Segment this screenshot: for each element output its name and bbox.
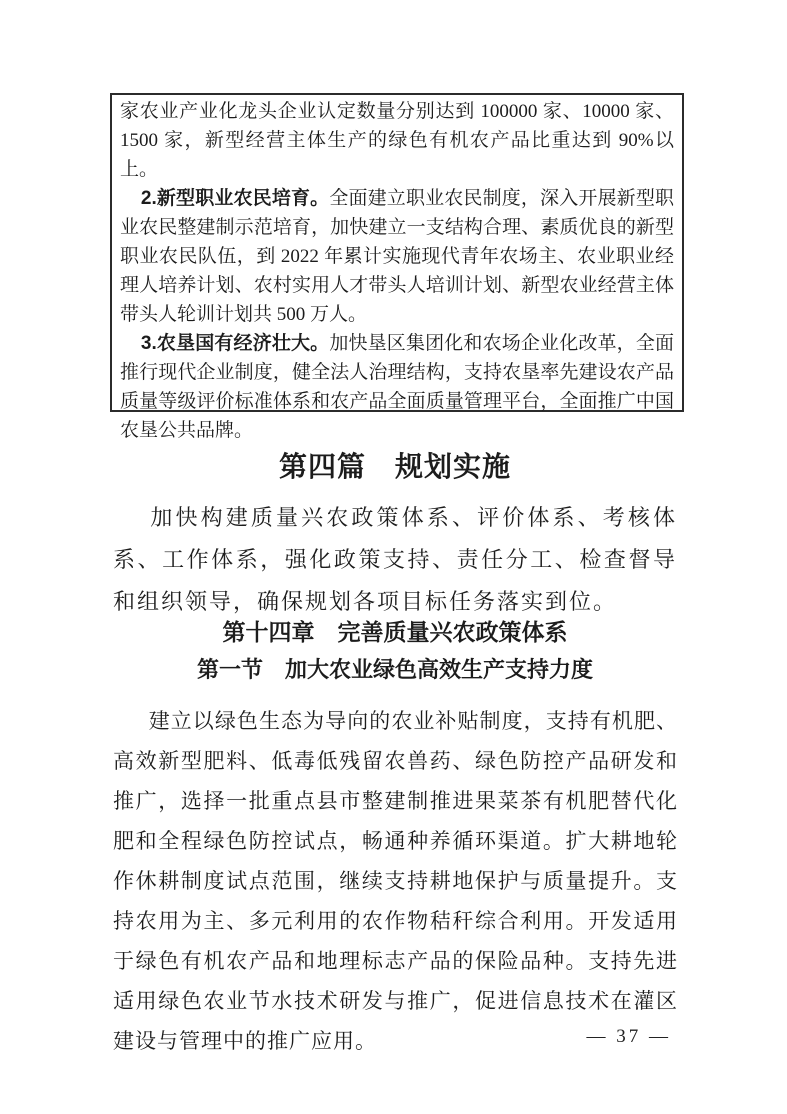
intro-paragraph: 加快构建质量兴农政策体系、评价体系、考核体系、工作体系，强化政策支持、责任分工、检查督导和组织领导，确保规划各项目标任务落实到位。 — [113, 505, 677, 614]
box-paragraph-2 — [120, 184, 674, 329]
chapter-title: 第十四章 完善质量兴农政策体系 — [222, 619, 568, 645]
box-paragraph-3-body: 加快垦区集团化和农场企业化改革，全面推行现代企业制度，健全法人治理结构，支持农垦率先建设农产品质量等级评价标准体系和农产品全面质量管理平台，全面推广中国农垦公共品牌。 — [120, 333, 674, 441]
page-number: — 37 — — [586, 1026, 671, 1047]
box-paragraph-2-lead: 2.新型职业农民培育。 — [140, 188, 330, 209]
box-paragraph-2-body: 全面建立职业农民制度，深入开展新型职业农民整建制示范培育，加快建立一支结构合理、素质优良的新型职业农民队伍，到 2022 年累计实施现代青年农场主、农业职业经理人培养计划、农村实用人才带头人培训计划、新型农业经营主体带头人轮训计划共 500 万人。 — [120, 188, 674, 325]
section-title: 第一节 加大农业绿色高效生产支持力度 — [196, 657, 593, 682]
box-paragraph-3-lead: 3.农垦国有经济壮大。 — [140, 333, 330, 354]
box-paragraph-3 — [120, 329, 674, 445]
box-paragraph-continuation: 家农业产业化龙头企业认定数量分别达到 100000 家、10000 家、1500 家，新型经营主体生产的绿色有机农产品比重达到 90%以上。 — [120, 101, 674, 180]
highlight-text-box — [110, 93, 684, 441]
part-title: 第四篇 规划实施 — [278, 451, 511, 482]
body-paragraph: 建立以绿色生态为导向的农业补贴制度，支持有机肥、高效新型肥料、低毒低残留农兽药、绿色防控产品研发和推广，选择一批重点县市整建制推进果菜茶有机肥替代化肥和全程绿色防控试点，畅通种养循环渠道。扩大耕地轮作休耕制度试点范围，继续支持耕地保护与质量提升。支持农用为主、多元利用的农作物秸秆综合利用。开发适用于绿色有机农产品和地理标志产品的保险品种。支持先进适用绿色农业节水技术研发与推广，促进信息技术在灌区建设与管理中的推广应用。 — [113, 709, 678, 1053]
